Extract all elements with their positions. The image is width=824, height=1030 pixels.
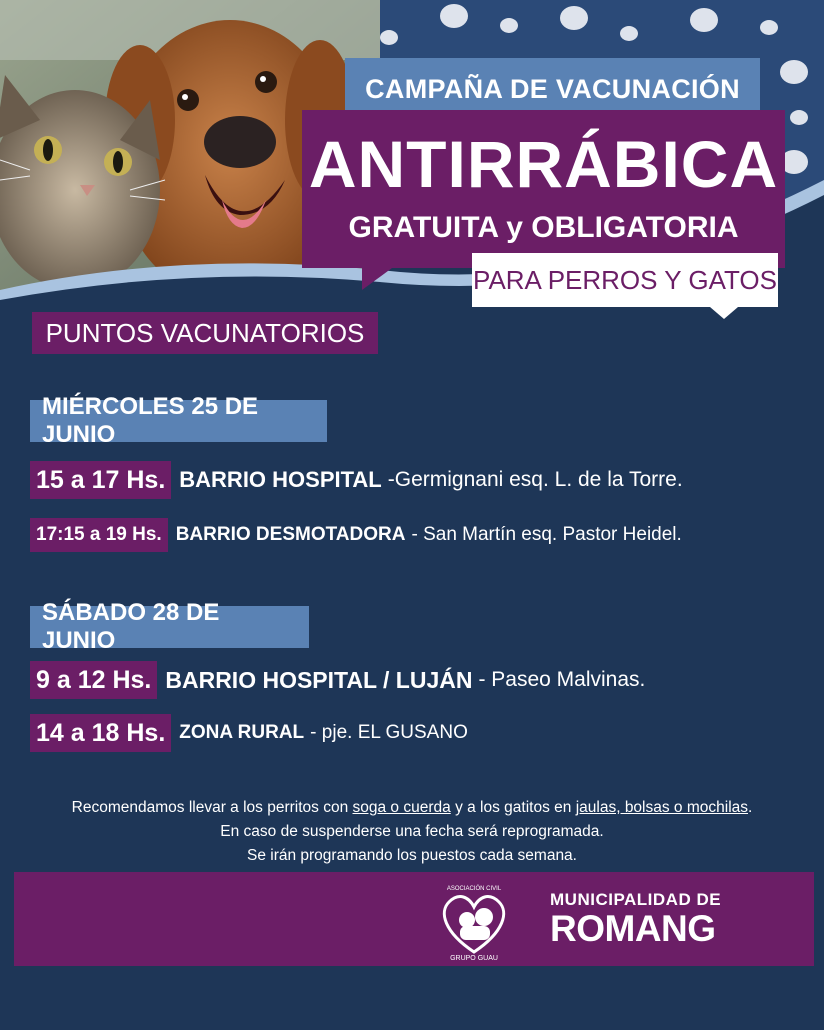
recommendations bbox=[0, 796, 824, 868]
municipality-line2: ROMANG bbox=[550, 908, 716, 949]
page-title: ANTIRRÁBICA bbox=[308, 127, 779, 201]
place-name: ZONA RURAL bbox=[179, 722, 305, 743]
grupo-guau-logo bbox=[434, 882, 514, 962]
time-badge: 15 a 17 Hs. bbox=[30, 461, 171, 499]
note-emphasis: jaulas, bolsas o mochilas bbox=[575, 799, 749, 816]
place-name: BARRIO DESMOTADORA bbox=[175, 524, 406, 545]
note-text: Recomendamos llevar a los perritos con bbox=[71, 799, 353, 816]
logo-top-text: ASOCIACIÓN CIVIL bbox=[446, 886, 502, 892]
section-label: PUNTOS VACUNATORIOS bbox=[32, 312, 378, 354]
time-badge: 9 a 12 Hs. bbox=[30, 661, 157, 699]
municipality-logo bbox=[550, 890, 721, 948]
time-badge: 17:15 a 19 Hs. bbox=[30, 518, 168, 552]
audience-label: PARA PERROS Y GATOS bbox=[472, 253, 778, 307]
note-line-2: En caso de suspenderse una fecha será reprogramada. bbox=[220, 823, 604, 840]
note-text: y a los gatitos en bbox=[450, 799, 576, 816]
hero-banner bbox=[0, 0, 824, 320]
day-label-saturday: SÁBADO 28 DE JUNIO bbox=[30, 606, 309, 648]
schedule-row bbox=[30, 515, 682, 555]
note-line-1 bbox=[0, 796, 824, 820]
title-box bbox=[302, 110, 785, 268]
place-address: - pje. EL GUSANO bbox=[310, 722, 468, 743]
municipality-line1: MUNICIPALIDAD DE bbox=[550, 890, 722, 909]
page-subtitle: GRATUITA y OBLIGATORIA bbox=[348, 211, 739, 244]
place-name: BARRIO HOSPITAL / LUJÁN bbox=[165, 666, 473, 693]
note-line-3: Se irán programando los puestos cada semana. bbox=[246, 847, 577, 864]
footer-bar bbox=[14, 872, 814, 966]
schedule-row bbox=[30, 713, 468, 753]
note-text: . bbox=[748, 799, 753, 816]
note-emphasis: soga o cuerda bbox=[352, 799, 451, 816]
day-label-wednesday: MIÉRCOLES 25 DE JUNIO bbox=[30, 400, 327, 442]
time-badge: 14 a 18 Hs. bbox=[30, 714, 171, 752]
place-address: - San Martín esq. Pastor Heidel. bbox=[411, 524, 682, 545]
logo-bottom-text: GRUPO GUAU bbox=[450, 955, 498, 962]
place-address: - Paseo Malvinas. bbox=[478, 668, 646, 691]
schedule-row bbox=[30, 460, 683, 500]
place-name: BARRIO HOSPITAL bbox=[179, 467, 382, 492]
place-address: -Germignani esq. L. de la Torre. bbox=[387, 468, 683, 491]
schedule-row bbox=[30, 660, 645, 700]
campaign-label: CAMPAÑA DE VACUNACIÓN bbox=[345, 58, 760, 120]
